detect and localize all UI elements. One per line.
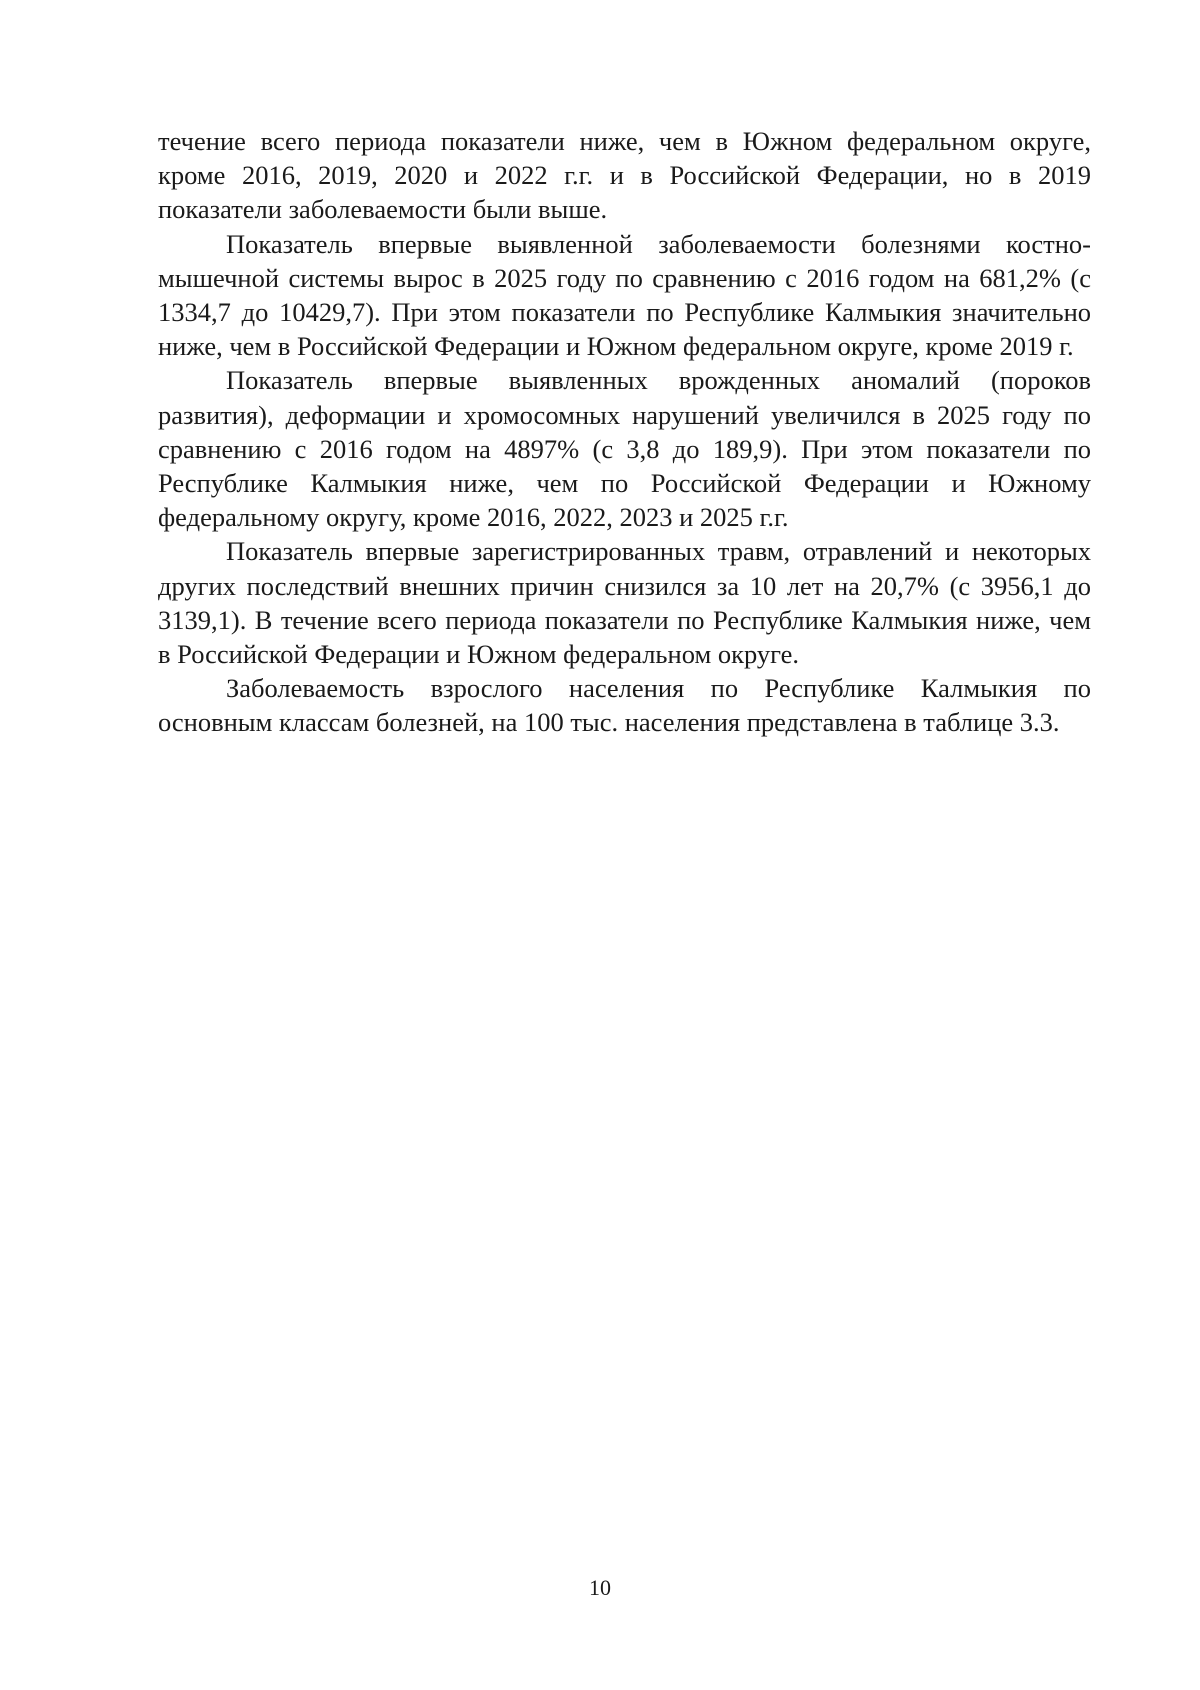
paragraph-table-reference: Заболеваемость взрослого населения по Республике Калмыкия по основным классам болезней, на 100 тыс. населения представлена в таблице 3.3. — [158, 673, 1091, 738]
page-number: 10 — [589, 1575, 611, 1600]
body-text — [158, 124, 1091, 740]
paragraph-injuries: Показатель впервые зарегистрированных травм, отравлений и некоторых других последствий внешних причин снизился за 10 лет на 20,7% (с 3956,1 до 3139,1). В течение всего периода показатели по Республике Калмыкия ниже, чем в Российской Федерации и Южном федеральном округе. — [158, 536, 1091, 670]
paragraph-continuation: течение всего периода показатели ниже, чем в Южном федеральном округе, кроме 2016, 2019, 2020 и 2022 г.г. и в Российской Федерации, но в 2019 показатели заболеваемости были выше. — [158, 126, 1091, 225]
paragraph-musculoskeletal: Показатель впервые выявленной заболеваемости болезнями костно-мышечной системы вырос в 2025 году по сравнению с 2016 годом на 681,2% (с 1334,7 до 10429,7). При этом показатели по Республике Калмыкия значительно ниже, чем в Российской Федерации и Южном федеральном округе, кроме 2019 г. — [158, 228, 1091, 362]
paragraph-congenital-anomalies: Показатель впервые выявленных врожденных аномалий (пороков развития), деформации и хромосомных нарушений увеличился в 2025 году по сравнению с 2016 годом на 4897% (с 3,8 до 189,9). При этом показатели по Республике Калмыкия ниже, чем по Российской Федерации и Южному федеральному округу, кроме 2016, 2022, 2023 и 2025 г.г. — [158, 365, 1091, 533]
